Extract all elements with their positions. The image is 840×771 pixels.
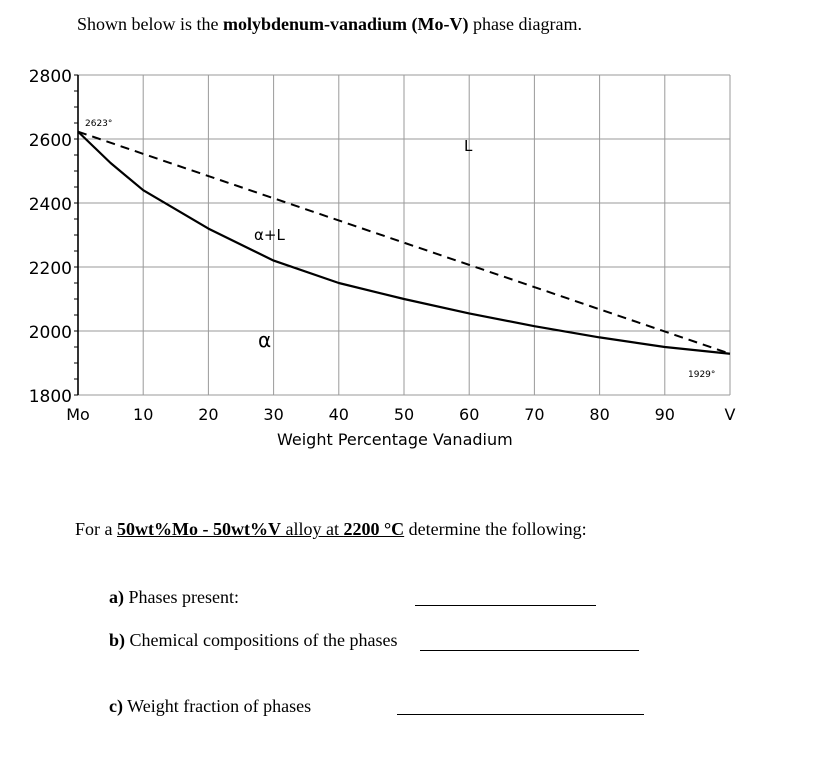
y-tick-label: 2000 xyxy=(28,323,72,343)
x-tick-label: Mo xyxy=(66,405,90,424)
intro-suffix: phase diagram. xyxy=(468,14,582,34)
alloy-composition: 50wt%Mo - 50wt%V xyxy=(117,519,281,539)
item-b-text: Chemical compositions of the phases xyxy=(125,630,398,650)
x-tick-label: 10 xyxy=(133,405,154,424)
answer-blank-b[interactable] xyxy=(420,650,639,651)
intro-prefix: Shown below is the xyxy=(77,14,223,34)
x-tick-label: 20 xyxy=(198,405,219,424)
phase-diagram xyxy=(0,55,760,455)
alpha-plus-liquid-label: α+L xyxy=(254,226,285,244)
item-a xyxy=(109,587,239,608)
intro-text xyxy=(77,14,582,35)
question-prefix: For a xyxy=(75,519,117,539)
x-tick-label: 80 xyxy=(589,405,610,424)
item-c-text: Weight fraction of phases xyxy=(122,696,312,716)
item-c-label: c) xyxy=(109,696,123,716)
liquid-region-label: L xyxy=(464,137,473,155)
item-b xyxy=(109,630,397,651)
mo-melting-point-label: 2623° xyxy=(85,119,113,129)
y-tick-label: 2600 xyxy=(28,131,72,151)
question-text xyxy=(75,519,587,540)
x-tick-label: V xyxy=(724,405,736,424)
temperature: 2200 °C xyxy=(343,519,405,539)
y-tick-label: 2400 xyxy=(28,195,72,215)
y-tick-label: 2800 xyxy=(28,67,72,87)
alpha-region-label: α xyxy=(258,328,272,352)
x-tick-label: 90 xyxy=(654,405,675,424)
answer-blank-a[interactable] xyxy=(415,605,596,606)
x-axis-title: Weight Percentage Vanadium xyxy=(277,430,513,449)
v-melting-point-label: 1929° xyxy=(688,370,716,380)
axis-ticks xyxy=(29,67,736,424)
grid xyxy=(78,75,730,395)
x-tick-label: 70 xyxy=(524,405,545,424)
item-a-label: a) xyxy=(109,587,124,607)
x-tick-label: 50 xyxy=(393,405,415,424)
question-suffix: determine the following: xyxy=(404,519,587,539)
x-tick-label: 40 xyxy=(328,405,349,424)
item-a-text: Phases present: xyxy=(124,587,239,607)
y-tick-label: 2200 xyxy=(28,259,72,279)
item-c xyxy=(109,696,311,717)
x-tick-label: 30 xyxy=(263,405,284,424)
y-tick-label: 1800 xyxy=(28,387,72,407)
answer-blank-c[interactable] xyxy=(397,714,644,715)
x-tick-label: 60 xyxy=(459,405,480,424)
item-b-label: b) xyxy=(109,630,126,650)
diagram-labels xyxy=(85,119,715,449)
intro-alloy-system: molybdenum-vanadium (Mo-V) xyxy=(223,14,469,34)
question-mid: alloy at xyxy=(280,519,344,539)
